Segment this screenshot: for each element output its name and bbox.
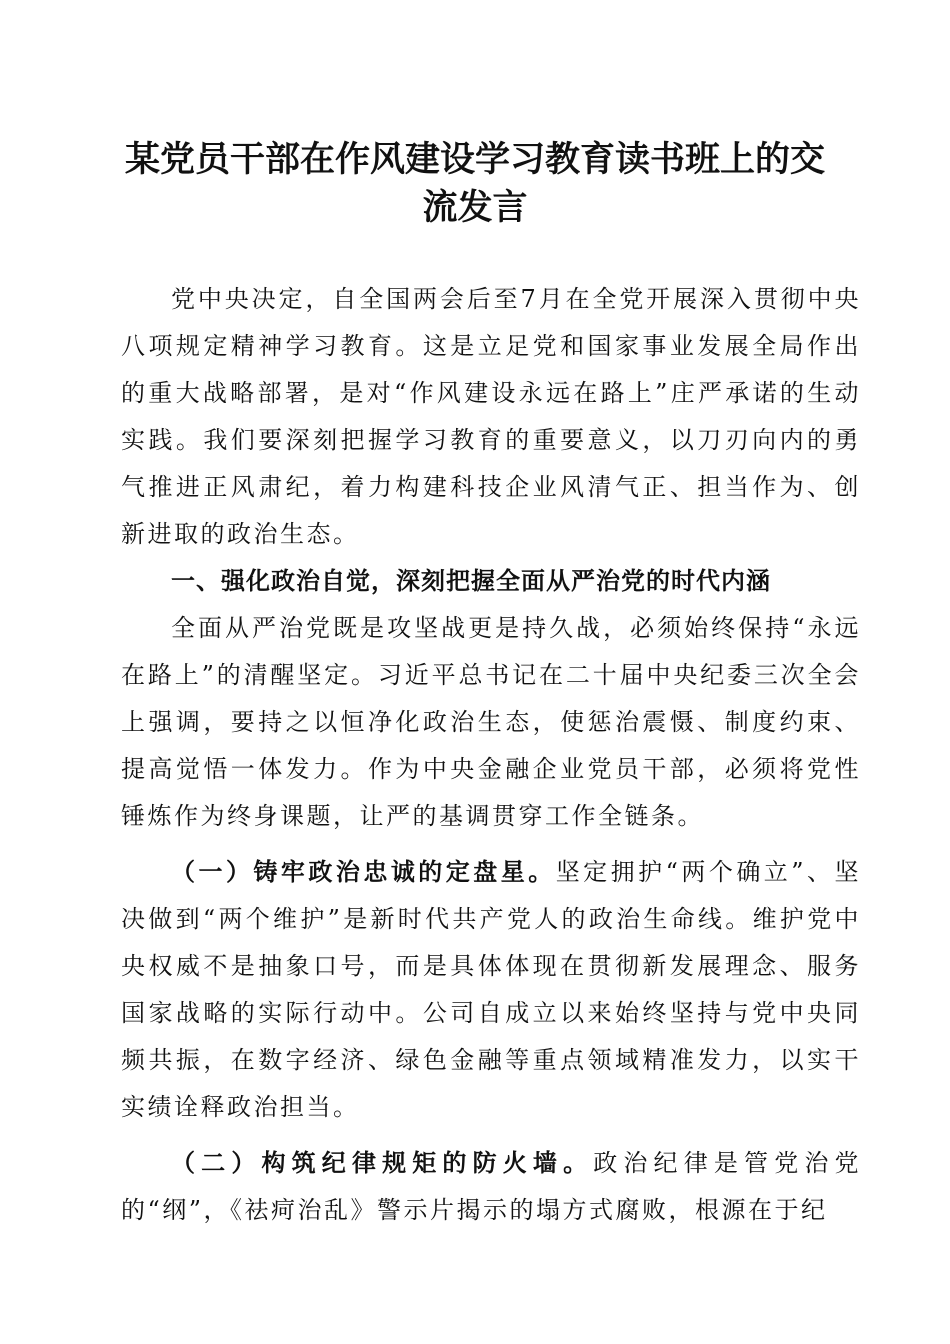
section-heading-1: 一、强化政治自觉，深刻把握全面从严治党的时代内涵 [171, 567, 771, 595]
subsection-2-paragraph [121, 1139, 861, 1234]
subsection-1-text: 坚定拥护“两个确立”、坚决做到“两个维护”是新时代共产党人的政治生命线。维护党中央权威不是抽象口号，而是具体体现在贯彻新发展理念、服务国家战略的实际行动中。公司自成立以来始终坚持与党中央同频共振，在数字经济、绿色金融等重点领域精准发力，以实干实绩诠释政治担当。 [121, 858, 862, 1121]
subsection-1-paragraph [121, 848, 861, 1131]
subsection-1-lead: （一）铸牢政治忠诚的定盘星。 [171, 857, 556, 886]
document-title-line1: 某党员干部在作风建设学习教育读书班上的交 [124, 139, 825, 180]
intro-paragraph: 党中央决定，自全国两会后至7月在全党开展深入贯彻中央八项规定精神学习教育。这是立足党和国家事业发展全局作出的重大战略部署，是对“作风建设永远在路上”庄严承诺的生动实践。我们要深刻把握学习教育的重要意义，以刀刃向内的勇气推进正风肃纪，着力构建科技企业风清气正、担当作为、创新进取的政治生态。 [121, 285, 861, 548]
subsection-2-text: 政治纪律是管党治党的“纲”，《祛疴治乱》警示片揭示的塌方式腐败，根源在于纪 [121, 1149, 862, 1224]
section1-paragraph: 全面从严治党既是攻坚战更是持久战，必须始终保持“永远在路上”的清醒坚定。习近平总书记在二十届中央纪委三次全会上强调，要持之以恒净化政治生态，使惩治震慑、制度约束、提高觉悟一体发力。作为中央金融企业党员干部，必须将党性锤炼作为终身课题，让严的基调贯穿工作全链条。 [121, 614, 861, 830]
document-title-line2: 流发言 [422, 187, 528, 228]
document-body [121, 276, 861, 1234]
subsection-2-lead: （二）构筑纪律规矩的防火墙。 [171, 1148, 594, 1177]
